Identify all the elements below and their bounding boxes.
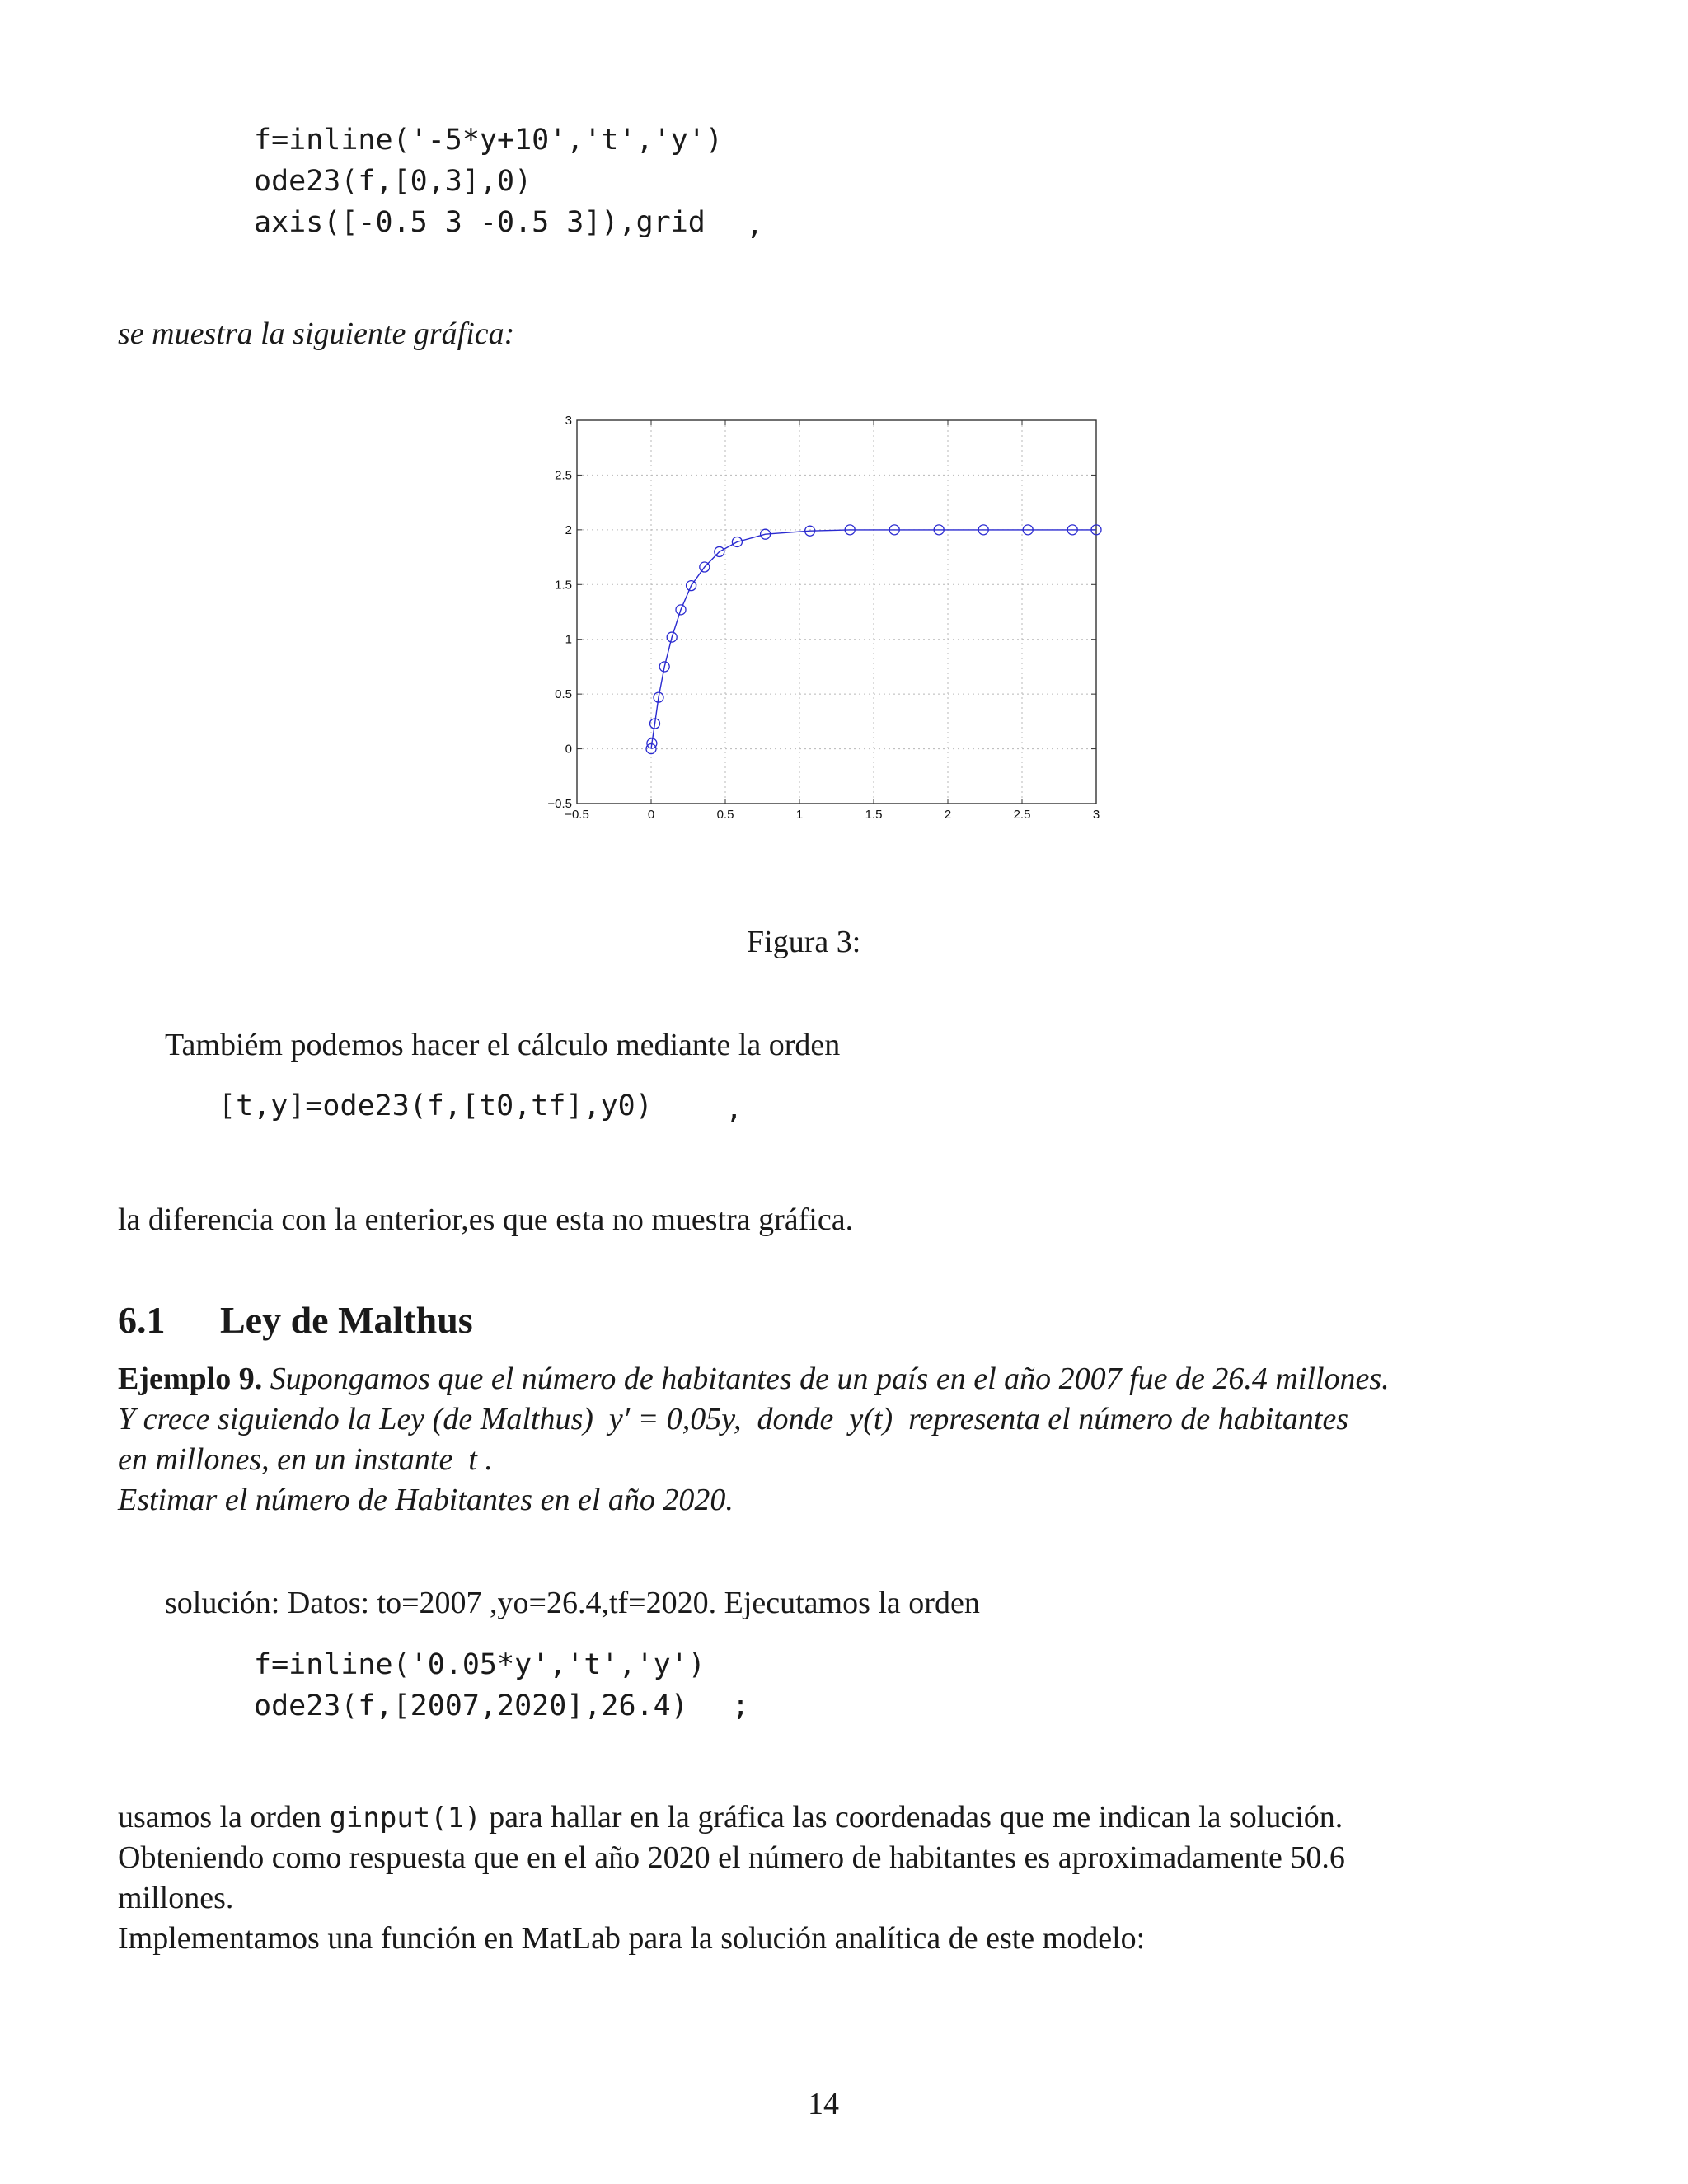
section-heading xyxy=(118,1298,473,1342)
paragraph-implementamos: Implementamos una función en MatLab para la solución analítica de este modelo: xyxy=(118,1921,1146,1956)
y-tick-label: 2.5 xyxy=(555,468,572,483)
x-tick-label: 0.5 xyxy=(716,808,734,822)
paragraph-obteniendo: millones. xyxy=(118,1881,234,1915)
x-tick-label: −0.5 xyxy=(565,808,589,822)
inline-code: ginput(1) xyxy=(329,1802,481,1835)
example-line: en millones, en un instante t . xyxy=(118,1442,493,1477)
example-label: Ejemplo 9. xyxy=(118,1361,263,1396)
figure-chart xyxy=(528,404,1104,832)
x-tick-label: 2.5 xyxy=(1013,808,1031,822)
example-line: Estimar el número de Habitantes en el año 2020. xyxy=(118,1483,734,1517)
example-line xyxy=(118,1358,1390,1399)
figure-caption: Figura 3: xyxy=(747,925,861,959)
section-title: Ley de Malthus xyxy=(220,1299,473,1341)
code-line: f=inline('-5*y+10','t','y') xyxy=(254,124,723,157)
y-tick-label: 2 xyxy=(565,523,572,537)
text-span: para hallar en la gráfica las coordenadas que me indican la solución. xyxy=(481,1800,1343,1835)
x-tick-label: 2 xyxy=(944,808,952,822)
x-tick-label: 1.5 xyxy=(865,808,883,822)
paragraph-obteniendo: Obteniendo como respuesta que en el año 2020 el número de habitantes es aproximadamente 50.6 xyxy=(118,1840,1345,1875)
y-tick-label: −0.5 xyxy=(547,797,572,811)
y-tick-label: 0.5 xyxy=(555,687,572,702)
paragraph-diferencia: la diferencia con la enterior,es que esta no muestra gráfica. xyxy=(118,1202,854,1237)
page-number: 14 xyxy=(808,2087,839,2121)
chart-ticks xyxy=(547,414,1100,822)
code-line: ode23(f,[0,3],0) xyxy=(254,165,532,198)
code-line: axis([-0.5 3 -0.5 3]),grid xyxy=(254,206,706,239)
intro-text: se muestra la siguiente gráfica: xyxy=(118,316,515,351)
y-tick-label: 1 xyxy=(565,632,572,647)
solution-text: solución: Datos: to=2007 ,yo=26.4,tf=2020. Ejecutamos la orden xyxy=(165,1586,980,1620)
section-number: 6.1 xyxy=(118,1299,166,1341)
code-punctuation: , xyxy=(725,1093,743,1126)
paragraph-ginput xyxy=(118,1797,1343,1839)
x-tick-label: 3 xyxy=(1092,808,1100,822)
y-tick-label: 0 xyxy=(565,742,572,757)
code-line: ode23(f,[2007,2020],26.4) xyxy=(254,1690,688,1722)
x-tick-label: 1 xyxy=(795,808,804,822)
code-line: [t,y]=ode23(f,[t0,tf],y0) xyxy=(218,1090,653,1122)
y-tick-label: 1.5 xyxy=(555,578,572,593)
code-punctuation: , xyxy=(746,209,764,241)
y-tick-label: 3 xyxy=(565,414,572,428)
example-text: Supongamos que el número de habitantes de un país en el año 2007 fue de 26.4 millones. xyxy=(270,1361,1390,1396)
paragraph-tambien: Tambiém podemos hacer el cálculo mediante la orden xyxy=(165,1028,841,1062)
text-span: usamos la orden xyxy=(118,1800,330,1835)
code-line: f=inline('0.05*y','t','y') xyxy=(254,1648,706,1681)
x-tick-label: 0 xyxy=(647,808,655,822)
code-punctuation: ; xyxy=(732,1690,750,1722)
example-line: Y crece siguiendo la Ley (de Malthus) y′ = 0,05y, donde y(t) representa el número de habitantes xyxy=(118,1402,1349,1436)
